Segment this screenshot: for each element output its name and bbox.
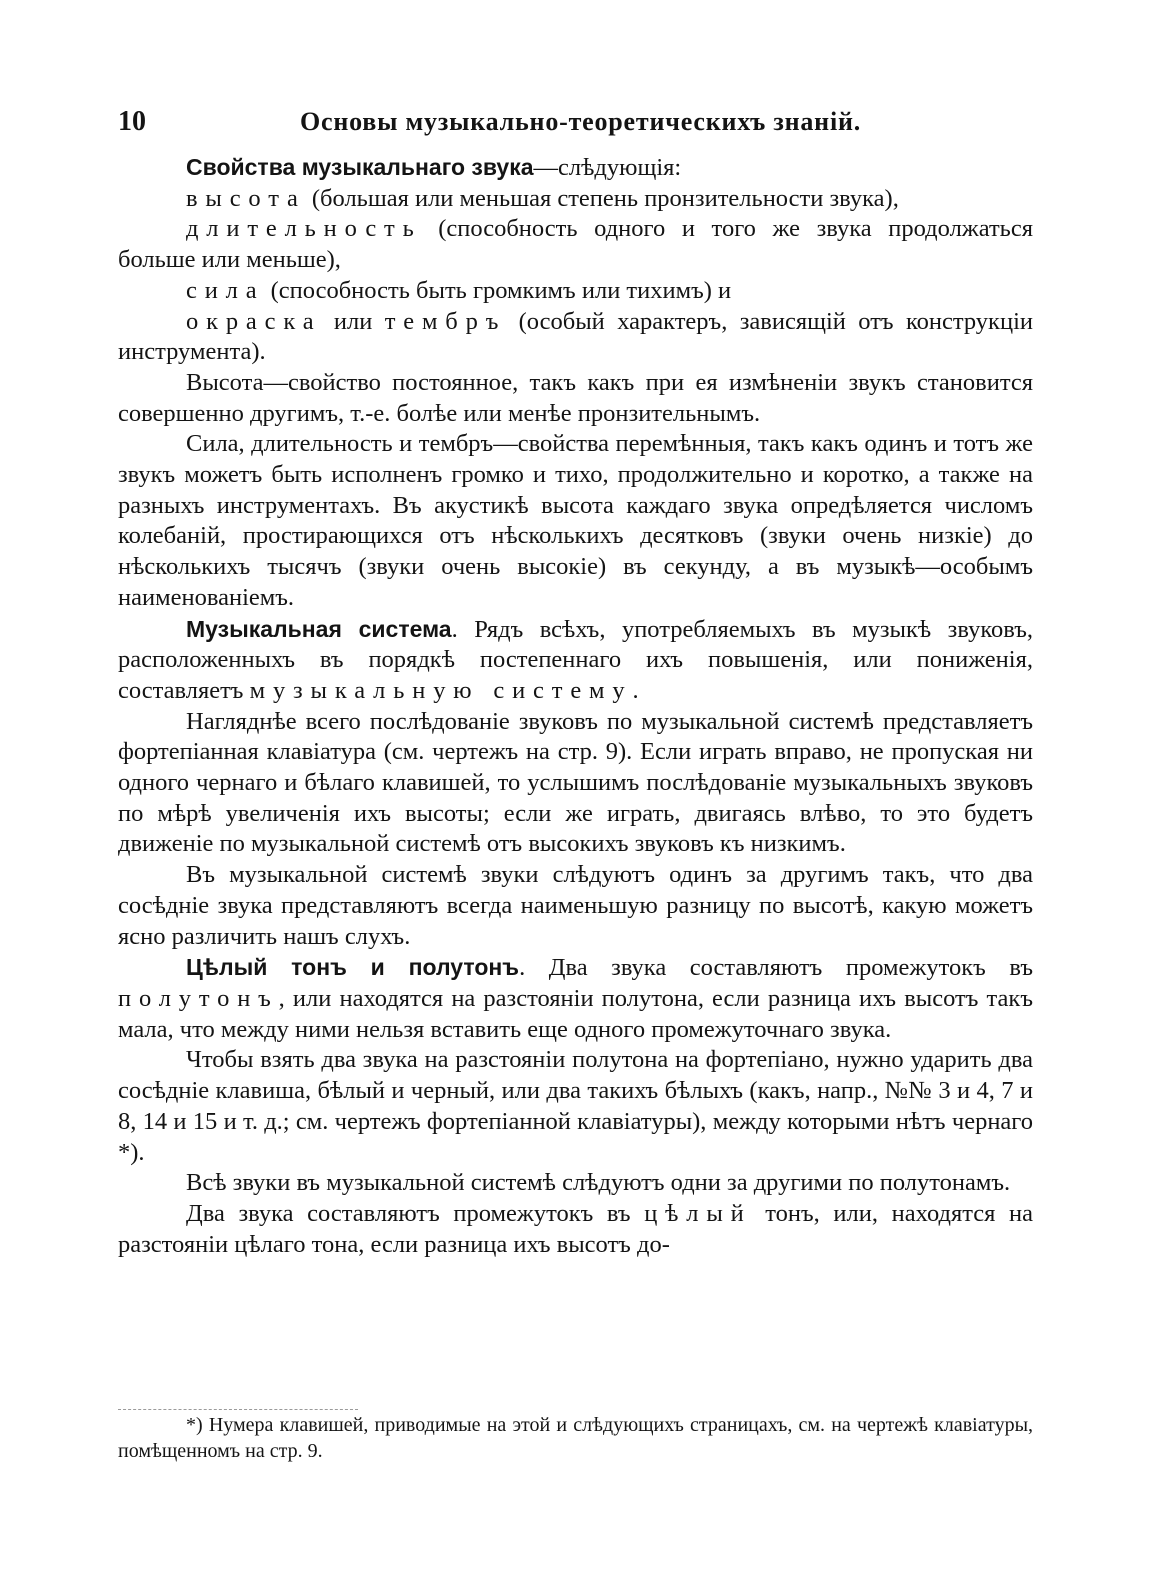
running-title: Основы музыкально-теоретическихъ знаній. xyxy=(300,107,862,136)
paragraph-properties-heading xyxy=(118,152,1033,184)
whole-tone-text-b: тонъ, или, находятся на разстояніи цѣлаго тона, если разница ихъ высотъ до- xyxy=(118,1199,1033,1258)
term-duration: длительность xyxy=(186,215,422,243)
section-heading-system: Музыкальная система xyxy=(186,615,452,642)
tone-text-b: , или находятся на разстояніи полутона, если разница ихъ высотъ такъ мала, что между ними нельзя вставить еще одного промежуточнаго звука. xyxy=(118,984,1033,1043)
paragraph-all-semitones: Всѣ звуки въ музыкальной системѣ слѣдуютъ одни за другими по полутонамъ. xyxy=(186,1169,1011,1197)
section-heading-properties: Свойства музыкальнаго звука xyxy=(186,154,534,180)
duration-description: (способность одного и того же звука продолжаться больше или меньше), xyxy=(118,215,1033,274)
paragraph-height-constant: Высота—свойство постоянное, такъ какъ при ея измѣненіи звукъ становится совершенно другимъ, т.-е. болѣе или менѣе пронзительнымъ. xyxy=(118,368,1033,427)
system-text-a: . Рядъ всѣхъ, употребляемыхъ въ музыкѣ звуковъ, расположенныхъ въ порядкѣ постепеннаго ихъ повышенія, или пониженія, составляетъ xyxy=(118,615,1033,704)
page-header xyxy=(118,102,1033,142)
paragraph-musical-system xyxy=(118,614,1033,707)
property-loudness xyxy=(118,276,1033,307)
tone-text-a: . Два звука составляютъ промежутокъ въ xyxy=(519,954,1033,982)
page-number: 10 xyxy=(118,106,146,137)
term-musical-system: музыкальную систему xyxy=(249,676,633,704)
term-semitone: полутонъ xyxy=(118,984,279,1012)
term-height: высота xyxy=(186,184,306,212)
paragraph-whole-tone xyxy=(118,1199,1033,1260)
height-description: (большая или меньшая степень пронзительности звука), xyxy=(305,184,899,212)
property-duration xyxy=(118,214,1033,275)
term-loudness: сила xyxy=(186,276,265,304)
timbre-or: или xyxy=(321,307,385,335)
timbre-description: (особый характеръ, зависящій отъ конструкціи инструмента). xyxy=(118,307,1033,366)
properties-intro: —слѣдующія: xyxy=(533,154,682,181)
paragraph-keyboard: Нагляднѣе всего послѣдованіе звуковъ по музыкальной системѣ представляетъ фортепіанная клавіатура (см. чертежъ на стр. 9). Если играть вправо, не пропуская ни одного чернаго и бѣлаго клавишей, то услышимъ послѣдованіе музыкальныхъ звуковъ по мѣрѣ увеличенія ихъ высоты; если же играть, двигаясь влѣво, то это будетъ движеніе по музыкальной системѣ отъ высокихъ звуковъ къ низкимъ. xyxy=(118,707,1033,858)
property-timbre xyxy=(118,307,1033,368)
paragraph-adjacent-sounds: Въ музыкальной системѣ звуки слѣдуютъ одинъ за другимъ такъ, что два сосѣдніе звука представляютъ всегда наименьшую разницу по высотѣ, какую можетъ ясно различить нашъ слухъ. xyxy=(118,861,1033,950)
section-heading-tone: Цѣлый тонъ и полутонъ xyxy=(186,954,520,981)
paragraph-variable-properties: Сила, длительность и тембръ—свойства перемѣнныя, такъ какъ одинъ и тотъ же звукъ можетъ быть исполненъ громко и тихо, продолжительно и коротко, а также на разныхъ инструментахъ. Въ акустикѣ высота каждаго звука опредѣляется числомъ колебаній, простирающихся отъ нѣсколькихъ десятковъ (звуки очень низкіе) до нѣсколькихъ тысячъ (звуки очень высокіе) въ секунду, а въ музыкѣ—особымъ наименованіемъ. xyxy=(118,430,1033,611)
paragraph-piano-semitone: Чтобы взять два звука на разстояніи полутона на фортепіано, нужно ударить два сосѣдніе клавиша, бѣлый и черный, или два такихъ бѣлыхъ (какъ, напр., №№ 3 и 4, 7 и 8, 14 и 15 и т. д.; см. чертежъ фортепіанной клавіатуры), между которыми нѣтъ чернаго *). xyxy=(118,1046,1033,1166)
paragraph-tone-semitone xyxy=(118,952,1033,1045)
whole-tone-text-a: Два звука составляютъ промежутокъ въ xyxy=(186,1199,645,1227)
property-height xyxy=(118,184,1033,215)
system-text-b: . xyxy=(632,676,639,704)
term-color: окраска xyxy=(186,307,322,335)
body-text xyxy=(118,152,1033,1260)
footnote: *) Нумера клавишей, приводимые на этой и слѣдующихъ страницахъ, см. на чертежѣ клавіатуры, помѣщенномъ на стр. 9. xyxy=(118,1414,1033,1462)
term-timbre: тембръ xyxy=(384,307,507,335)
footnote-divider xyxy=(118,1409,358,1410)
loudness-description: (способность быть громкимъ или тихимъ) и xyxy=(264,276,732,304)
term-whole: цѣлый xyxy=(644,1199,752,1227)
